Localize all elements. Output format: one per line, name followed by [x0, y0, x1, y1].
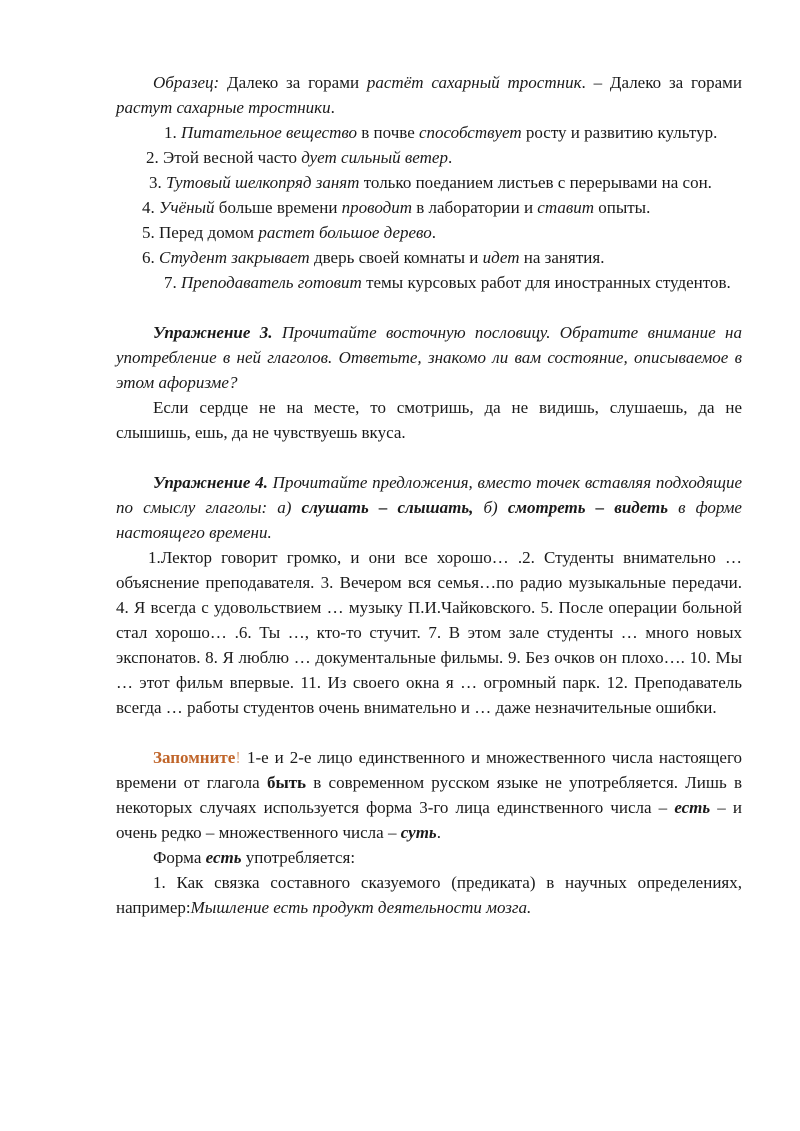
exercise-3-task: Упражнение 3. Прочитайте восточную пословицу. Обратите внимание на употребление в ней глаголов. Ответьте, знакомо ли вам состояние, описываемое в этом афоризме?: [116, 323, 742, 392]
exercise-item-2: 2. Этой весной часто дует сильный ветер.: [146, 148, 453, 167]
remember-mark: !: [235, 748, 241, 767]
exercise-item-4: 4. Учёный больше времени проводит в лаборатории и ставит опыты.: [142, 198, 651, 217]
sample-label: Образец:: [153, 73, 220, 92]
spacer: [116, 445, 742, 470]
exercise-4-title: Упражнение 4.: [153, 473, 268, 492]
sample-paragraph: Образец: Далеко за горами растёт сахарный тростник. – Далеко за горами растут сахарные тростники.: [116, 73, 742, 117]
form-usage-heading: Форма есть употребляется:: [153, 848, 356, 867]
exercise-item-6: 6. Студент закрывает дверь своей комнаты и идет на занятия.: [142, 248, 605, 267]
exercise-item-7: 7. Преподаватель готовит темы курсовых работ для иностранных студентов.: [164, 273, 731, 292]
remember-label: Запомните: [153, 748, 236, 767]
remember-note: Запомните! 1-е и 2-е лицо единственного и множественного числа настоящего времени от глагола быть в современном русском языке не употребляется. Лишь в некоторых случаях используется форма 3-го лица единственного числа – есть – и очень редко – множественного числа – суть.: [116, 748, 742, 842]
exercise-3-proverb: Если сердце не на месте, то смотришь, да не видишь, слушаешь, да не слышишь, ешь, да не чувствуешь вкуса.: [116, 398, 742, 442]
spacer: [116, 720, 742, 745]
usage-item-1: 1. Как связка составного сказуемого (предиката) в научных определениях, например:Мышление есть продукт деятельности мозга.: [116, 873, 742, 917]
exercise-item-1: 1. Питательное вещество в почве способствует росту и развитию культур.: [164, 123, 718, 142]
exercise-4-task: Упражнение 4. Прочитайте предложения, вместо точек вставляя подходящие по смыслу глаголы: а) слушать – слышать, б) смотреть – видеть в форме настоящего времени.: [116, 473, 742, 542]
exercise-4-text: 1.Лектор говорит громко, и они все хорошо… .2. Студенты внимательно … объяснение преподавателя. 3. Вечером вся семья…по радио музыкальные передачи. 4. Я всегда с удовольствием … музыку П.И.Чайковского. 5. После операции больной стал хорошо… .6. Ты …, кто-то стучит. 7. В этом зале студенты … много новых экспонатов. 8. Я люблю … документальные фильмы. 9. Без очков он плохо…. 10. Мы … этот фильм впервые. 11. Из своего окна я … огромный парк. 12. Преподаватель всегда … работы студентов очень внимательно и … даже незначительные ошибки.: [116, 548, 742, 717]
exercise-3-title: Упражнение 3.: [153, 323, 273, 342]
exercise-item-5: 5. Перед домом растет большое дерево.: [142, 223, 436, 242]
exercise-item-3: 3. Тутовый шелкопряд занят только поеданием листьев с перерывами на сон.: [149, 173, 712, 192]
spacer: [116, 295, 742, 320]
